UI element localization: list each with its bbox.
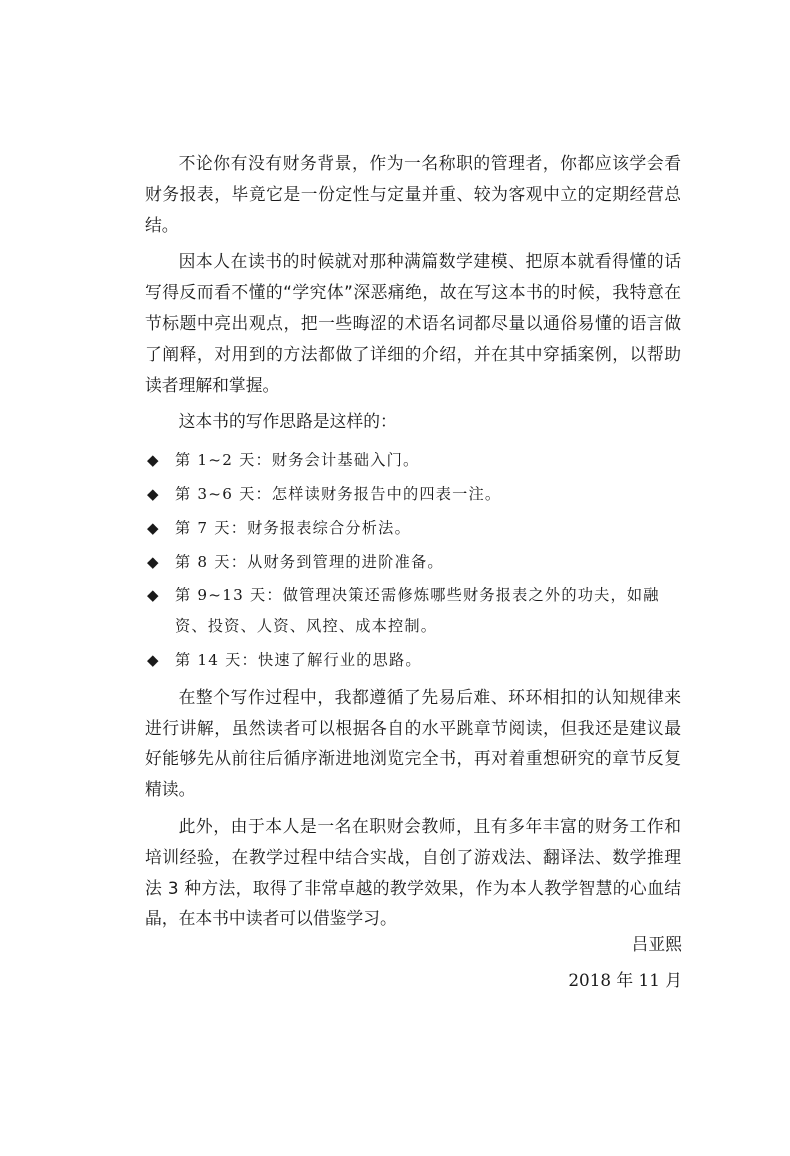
plan-item-text: 第 14 天：快速了解行业的思路。 xyxy=(175,650,422,669)
plan-list xyxy=(145,445,681,676)
signature-block xyxy=(568,929,682,995)
plan-item-text: 第 7 天：财务报表综合分析法。 xyxy=(175,518,411,537)
document-body xyxy=(145,148,681,934)
signature-date: 2018 年 11 月 xyxy=(568,970,682,990)
plan-item-text: 第 8 天：从财务到管理的进阶准备。 xyxy=(175,552,444,571)
diamond-bullet-icon: ◆ xyxy=(147,586,159,605)
plan-item-day-1-2 xyxy=(145,445,681,476)
paragraph-reading-order: 在整个写作过程中，我都遵循了先易后难、环环相扣的认知规律来进行讲解，虽然读者可以根据各自的水平跳章节阅读，但我还是建议最好能够先从前往后循序渐进地浏览完全书，再对着重想研究的章节反复精读。 xyxy=(145,686,681,800)
author-name: 吕亚熙 xyxy=(631,934,682,954)
paragraph-writing-style: 因本人在读书的时候就对那种满篇数学建模、把原本就看得懂的话写得反而看不懂的“学究体”深恶痛绝，故在写这本书的时候，我特意在节标题中亮出观点，把一些晦涩的术语名词都尽量以通俗易懂的语言做了阐释，对用到的方法都做了详细的介绍，并在其中穿插案例，以帮助读者理解和掌握。 xyxy=(145,251,681,395)
plan-item-day-9-13 xyxy=(145,580,681,642)
diamond-bullet-icon: ◆ xyxy=(147,650,159,669)
plan-item-text: 第 3~6 天：怎样读财务报告中的四表一注。 xyxy=(175,484,502,503)
diamond-bullet-icon: ◆ xyxy=(147,552,159,571)
diamond-bullet-icon: ◆ xyxy=(147,484,159,503)
plan-item-day-7 xyxy=(145,513,681,544)
diamond-bullet-icon: ◆ xyxy=(147,451,159,470)
plan-item-day-3-6 xyxy=(145,479,681,510)
plan-item-day-14 xyxy=(145,645,681,676)
paragraph-financial-statements: 不论你有没有财务背景，作为一名称职的管理者，你都应该学会看财务报表，毕竟它是一份定性与定量并重、较为客观中立的定期经营总结。 xyxy=(145,153,681,235)
plan-item-text: 第 1~2 天：财务会计基础入门。 xyxy=(175,451,420,470)
plan-intro: 这本书的写作思路是这样的： xyxy=(178,411,397,432)
plan-item-day-8 xyxy=(145,547,681,578)
paragraph-teaching-methods: 此外，由于本人是一名在职财会教师，且有多年丰富的财务工作和培训经验，在教学过程中结合实战，自创了游戏法、翻译法、数学推理法 3 种方法，取得了非常卓越的教学效果，作为本人教学智慧的心血结晶，在本书中读者可以借鉴学习。 xyxy=(145,815,681,929)
diamond-bullet-icon: ◆ xyxy=(147,518,159,537)
plan-item-text: 第 9~13 天：做管理决策还需修炼哪些财务报表之外的功夫，如融资、投资、人资、风控、成本控制。 xyxy=(175,586,660,636)
